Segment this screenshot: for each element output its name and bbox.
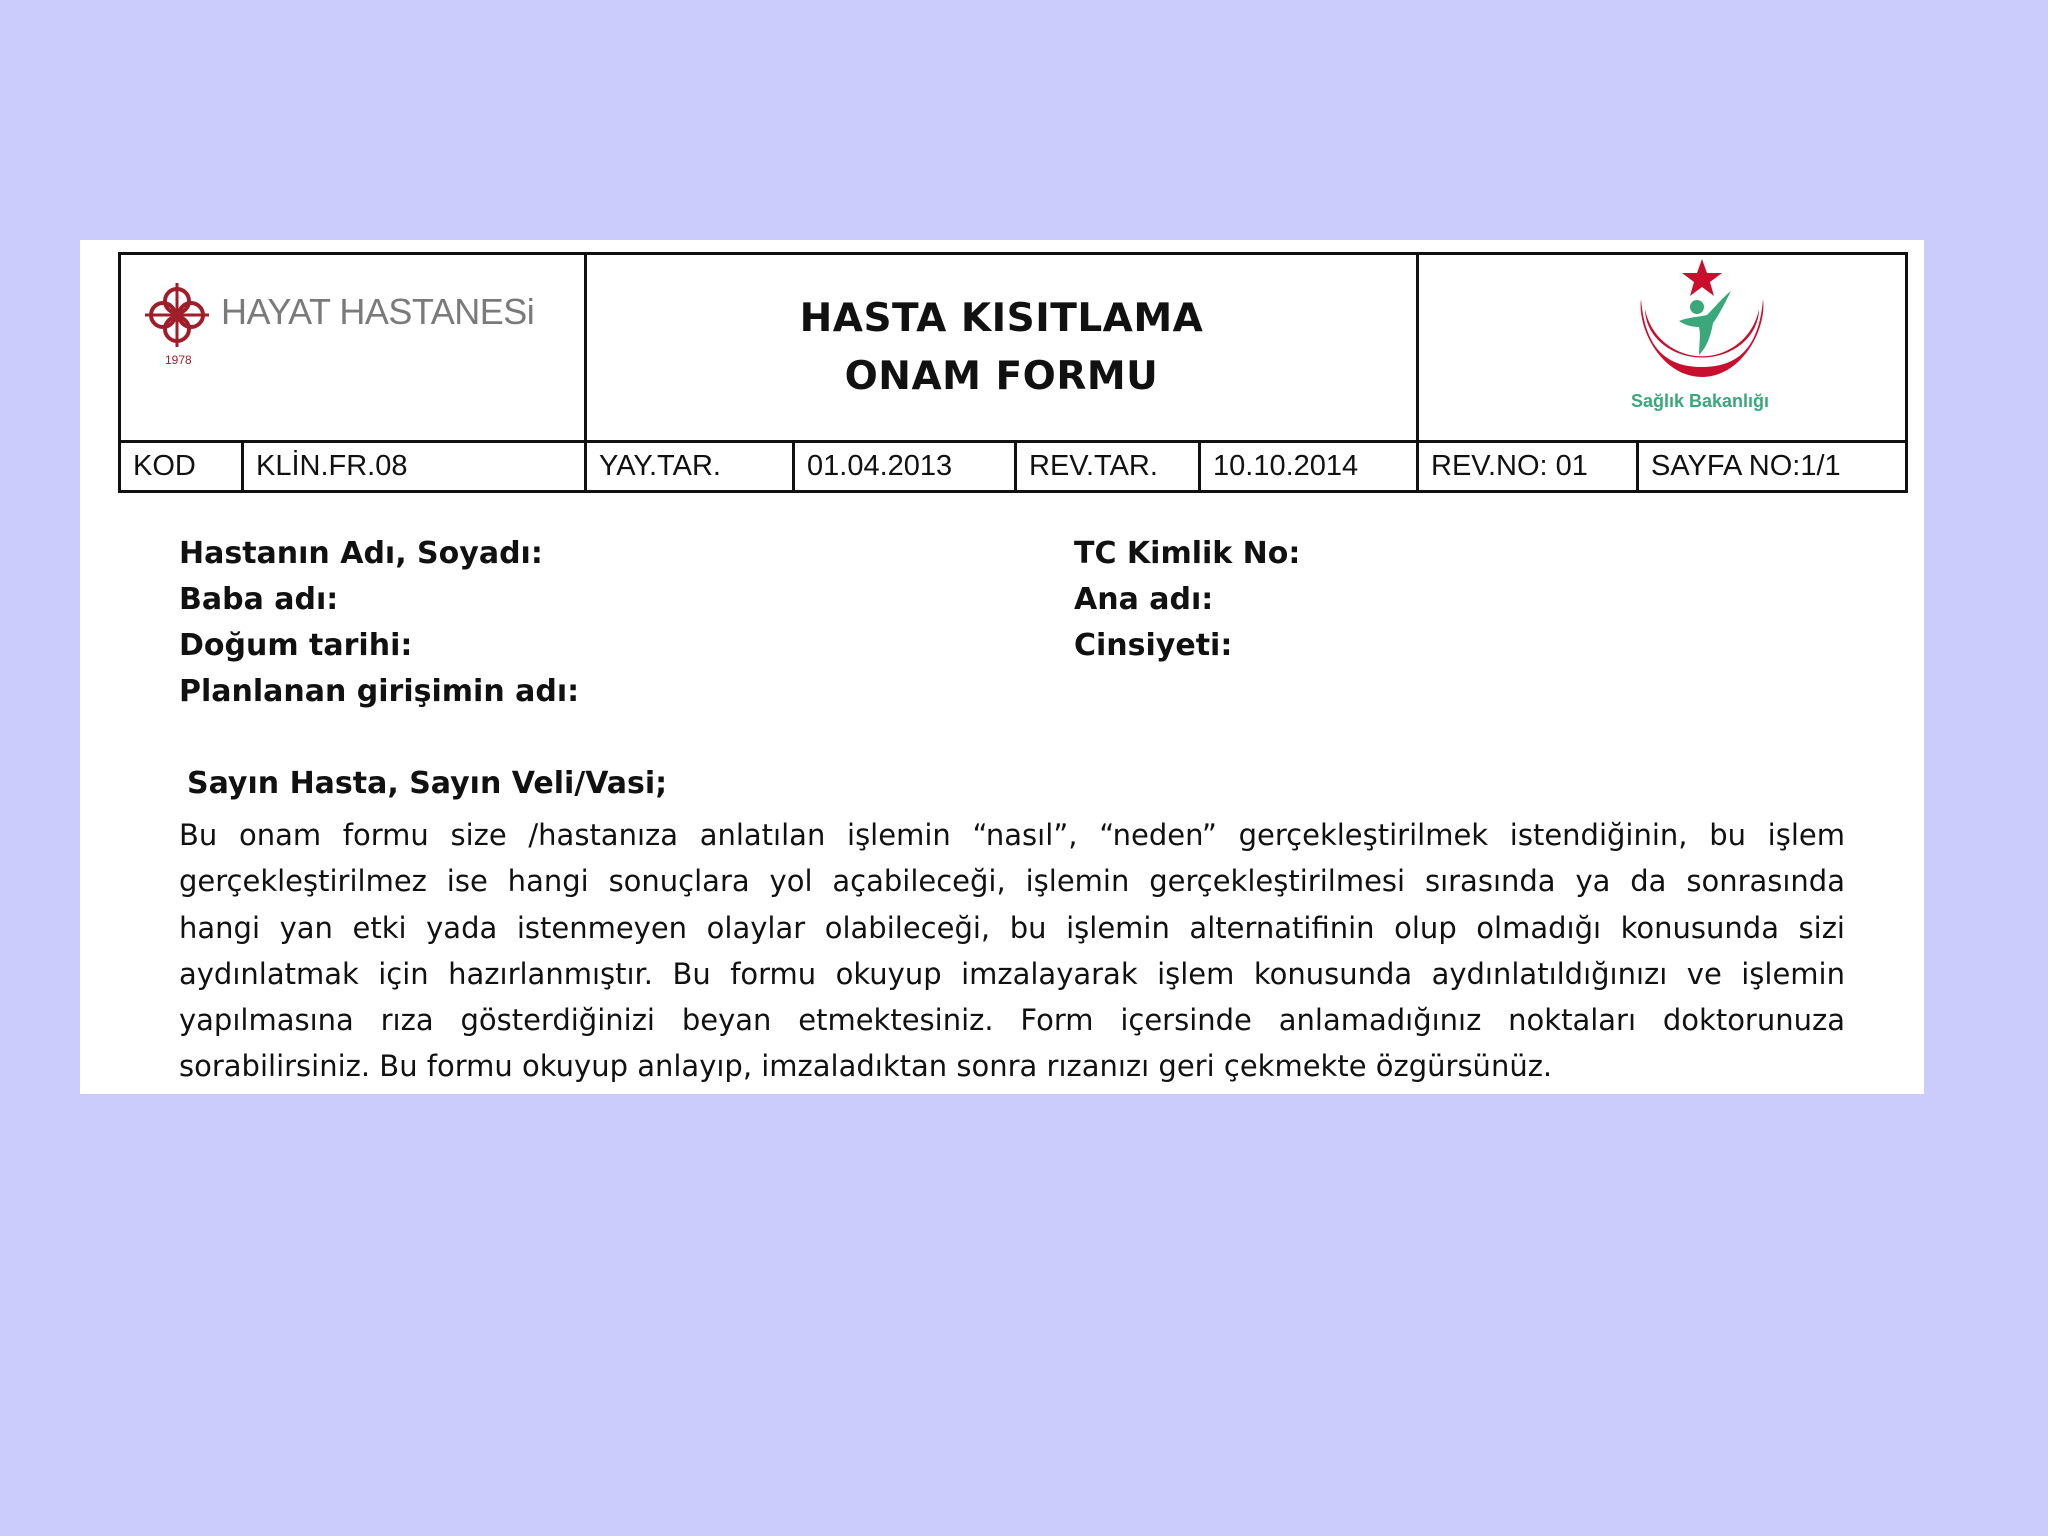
- birth-date-label: Doğum tarihi:: [179, 628, 413, 663]
- ministry-logo-cell: [1419, 255, 1905, 440]
- hospital-name: HAYAT HASTANESi: [221, 291, 535, 332]
- hospital-founding-year: 1978: [165, 353, 192, 367]
- form-header-table: [118, 252, 1908, 493]
- meta-code-label: KOD: [121, 443, 244, 490]
- meta-publish-date-value: 01.04.2013: [795, 443, 1017, 490]
- header-meta-row: [121, 443, 1905, 490]
- consent-paragraph: [179, 812, 1845, 1090]
- consent-form-page: [80, 240, 1924, 1094]
- paragraph-line: gerçekleştirilmez ise hangi sonuçlara yol açabileceği, işlemin gerçekleştirilmesi sırasında ya da sonrasında: [179, 864, 1845, 899]
- mother-name-label: Ana adı:: [1074, 582, 1214, 617]
- meta-revision-number: REV.NO: 01: [1419, 443, 1639, 490]
- paragraph-line: hangi yan etki yada istenmeyen olaylar olabileceği, bu işlemin alternatifinin olup olmadığı konusunda sizi: [179, 910, 1845, 945]
- meta-publish-date-label: YAY.TAR.: [587, 443, 795, 490]
- meta-code-value: KLİN.FR.08: [244, 443, 587, 490]
- procedure-name-label: Planlanan girişimin adı:: [179, 674, 580, 709]
- meta-revision-date-value: 10.10.2014: [1201, 443, 1419, 490]
- paragraph-line: yapılmasına rıza gösterdiğinizi beyan etmektesiniz. Form içersinde anlamadığınız noktaları doktorunuza: [179, 1003, 1845, 1038]
- ministry-name: Sağlık Bakanlığı: [1631, 391, 1770, 411]
- gender-label: Cinsiyeti:: [1074, 628, 1233, 663]
- father-name-label: Baba adı:: [179, 582, 339, 617]
- salutation: Sayın Hasta, Sayın Veli/Vasi;: [187, 766, 668, 801]
- meta-revision-date-label: REV.TAR.: [1017, 443, 1201, 490]
- form-title-line1: HASTA KISITLAMA: [799, 295, 1204, 341]
- tc-id-number-label: TC Kimlik No:: [1074, 536, 1301, 571]
- header-top-row: [121, 255, 1905, 443]
- form-title-cell: [587, 255, 1419, 440]
- meta-page-number: SAYFA NO:1/1: [1651, 450, 1841, 482]
- paragraph-line: aydınlatmak için hazırlanmıştır. Bu formu okuyup imzalayarak işlem konusunda aydınlatıldığınızı ve işlemin: [179, 956, 1845, 991]
- hayat-hastanesi-logo-icon: [141, 279, 213, 351]
- hospital-logo-cell: [121, 255, 587, 440]
- paragraph-line: sorabilirsiniz. Bu formu okuyup anlayıp, imzaladıktan sonra rızanızı geri çekmekte özgürsünüz.: [179, 1049, 1553, 1084]
- form-title-line2: ONAM FORMU: [844, 353, 1159, 399]
- paragraph-line: Bu onam formu size /hastanıza anlatılan işlemin “nasıl”, “neden” gerçekleştirilmek istendiğinin, bu işlem: [179, 818, 1845, 852]
- ministry-of-health-logo-icon: [1627, 259, 1777, 389]
- patient-name-label: Hastanın Adı, Soyadı:: [179, 536, 543, 571]
